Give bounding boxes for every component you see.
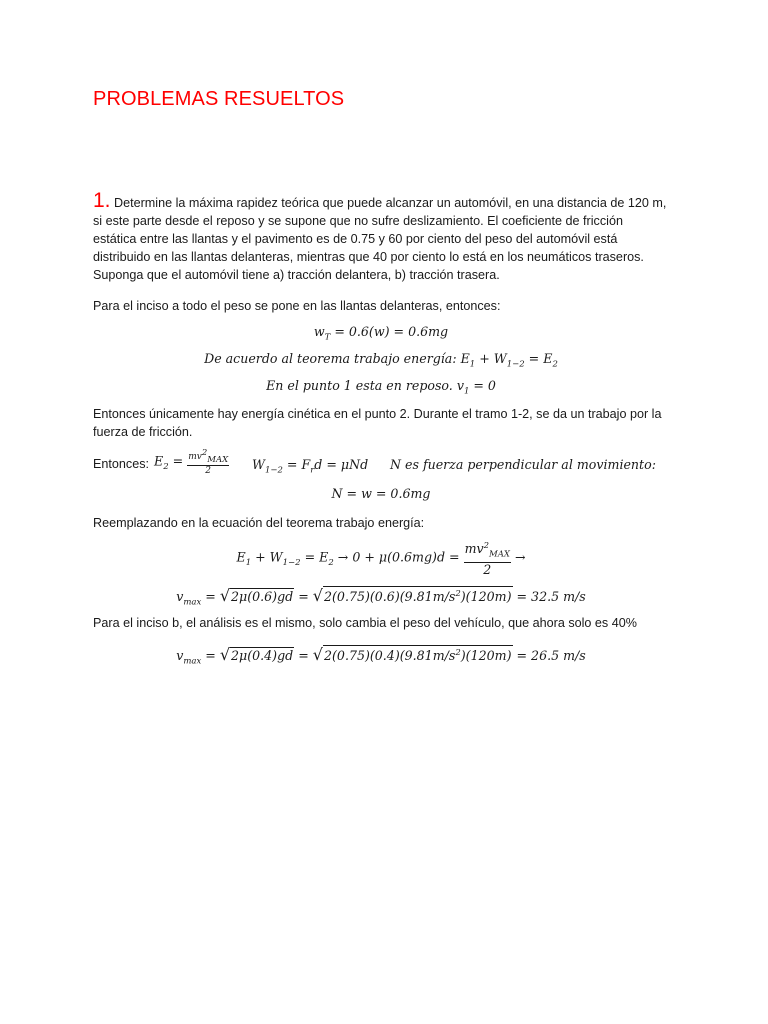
equation-kinetic-energy: $E_2$ = $\frac{mv^2_{MAX}}{2}$ [154,448,229,476]
problem-statement [93,189,669,284]
label-entonces: Entonces: [93,457,150,471]
equation-vmax-part-b: $v_{max} = √2\mu(0.4)gd = √2(0.75)(0.4)(9.81m/s^2)(120m) = 26.5$ m/s [176,645,586,667]
problem-text: Determine la máxima rapidez teórica que puede alcanzar un automóvil, en una distancia de 120 m, si este parte desde el reposo y se supone que no sufre deslizamiento. El coeficiente de fricción estática entre las llantas y el pavimento es de 0.75 y 60 por ciento del peso del automóvil está distribuido en las llantas delanteras, mientras que 40 por ciento lo está en los neumáticos traseros. Suponga que el automóvil tiene a) tracción delantera, b) tracción trasera. [93,196,667,282]
equation-work-energy-theorem: De acuerdo al teorema trabajo energía: $E_1 + W_{1-2} = E_2$ [204,351,558,370]
replace-text: Reemplazando en la ecuación del teorema trabajo energía: [93,516,425,530]
problem-number: 1. [93,189,111,212]
equation-vmax-part-a: $v_{max} = √2\mu(0.6)gd = √2(0.75)(0.6)(9.81m/s^2)(120m) = 32.5$ m/s [176,586,586,608]
part-a-intro: Para el inciso a todo el peso se pone en las llantas delanteras, entonces: [93,299,501,313]
equation-rest-condition: En el punto 1 esta en reposo. $v_1 = 0$ [266,378,496,397]
equation-energy-substitution: $E_1 + W_{1-2} = E_2 \to 0 + \mu(0.6mg)d$ = $\frac{mv^2_{MAX}}{2}$ → [236,541,526,577]
equation-normal-force: N = w = 0.6mg [331,486,431,501]
part-b-text: Para el inciso b, el análisis es el mismo, solo cambia el peso del vehículo, que ahora solo es 40% [93,616,637,630]
normal-force-description: N es fuerza perpendicular al movimiento: [390,457,656,472]
page-title: PROBLEMAS RESUELTOS [93,88,345,110]
equation-weight: $w_T = 0.6(w) = 0.6mg$ [313,324,449,343]
kinetic-energy-text: Entonces únicamente hay energía cinética en el punto 2. Durante el tramo 1-2, se da un trabajo por la fuerza de fricción. [93,407,662,439]
equation-friction-work: $W_{1-2} = F_rd = \mu Nd$ [252,457,369,476]
